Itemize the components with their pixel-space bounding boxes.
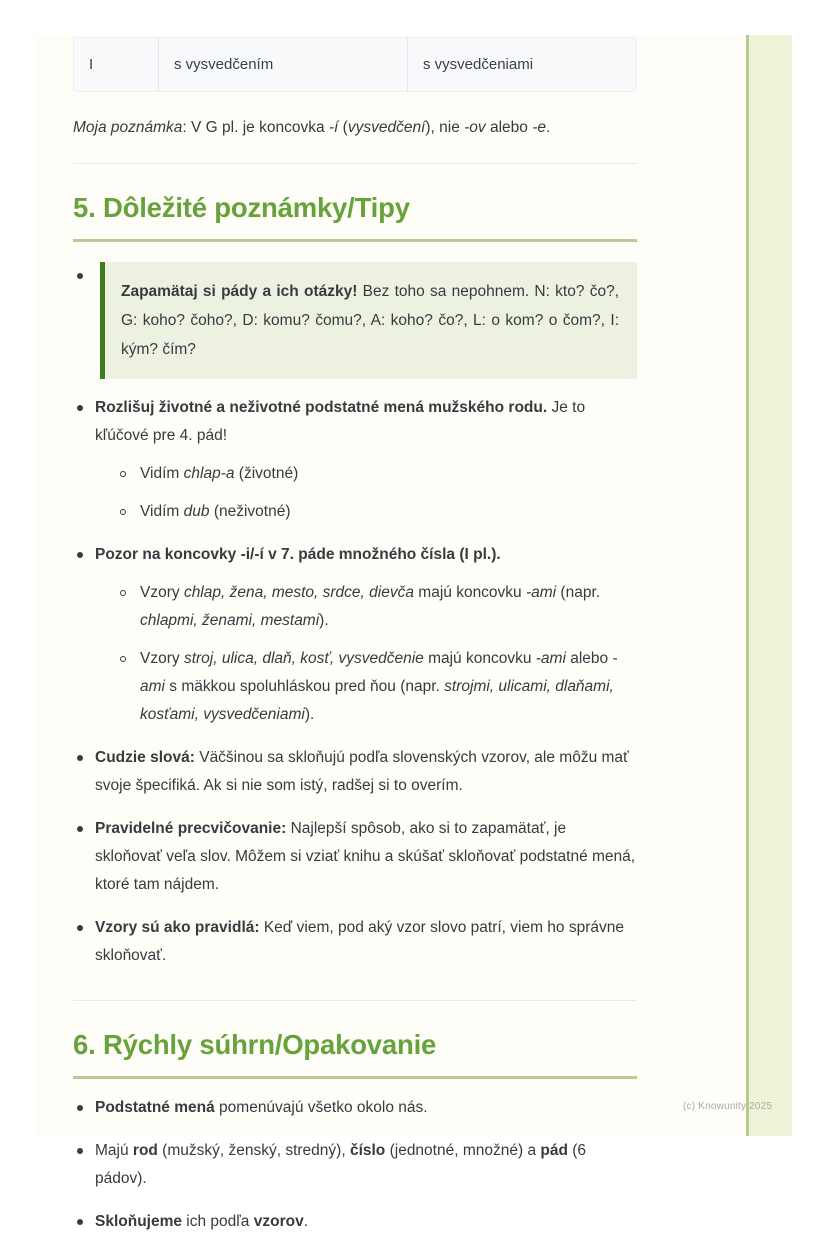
sub-list-item xyxy=(95,579,637,635)
section6-heading: 6. Rýchly súhrn/Opakovanie xyxy=(73,1029,437,1060)
bullet-icon xyxy=(77,405,83,411)
text-segment: ). xyxy=(319,612,329,629)
text-segment: Vidím xyxy=(140,465,184,482)
text-segment: : V G pl. je koncovka xyxy=(182,119,329,136)
section6-list xyxy=(73,1094,637,1236)
section-divider xyxy=(73,1000,637,1001)
list-item xyxy=(73,1094,637,1122)
text-segment: Pozor na koncovky -i/-í v 7. páde množného čísla (I pl.). xyxy=(95,546,501,563)
text-segment: majú koncovku xyxy=(423,650,536,667)
list-item xyxy=(73,1137,637,1193)
list-item-text xyxy=(95,914,637,970)
text-segment: -í xyxy=(328,119,339,136)
text-segment: Podstatné mená xyxy=(95,1099,215,1116)
text-segment: Vidím xyxy=(140,503,184,520)
text-segment: Rozlišuj životné a neživotné podstatné mená mužského rodu. xyxy=(95,399,548,416)
list-item-text xyxy=(95,1094,637,1122)
text-segment: Vzory sú ako pravidlá: xyxy=(95,919,260,936)
list-item-text xyxy=(95,1208,637,1236)
bullet-icon xyxy=(77,755,83,761)
text-segment: alebo xyxy=(485,119,533,136)
text-segment: -e xyxy=(532,119,547,136)
section5-heading-underline xyxy=(73,239,637,242)
text-segment: vysvedčení xyxy=(347,119,426,136)
text-segment: ich podľa xyxy=(182,1213,254,1230)
circle-bullet-icon xyxy=(120,656,126,662)
circle-bullet-icon xyxy=(120,471,126,477)
table-cell-singular: s vysvedčením xyxy=(158,38,407,91)
sub-list-item-text xyxy=(140,498,637,526)
bullet-icon xyxy=(77,273,83,279)
text-segment: -ov xyxy=(464,119,486,136)
sub-list-item-text xyxy=(140,645,637,729)
text-segment: Vzory xyxy=(140,584,184,601)
list-item xyxy=(73,744,637,800)
text-segment: Bez toho sa nepohnem. N: kto? čo?, G: koho? čoho?, D: komu? čomu?, A: koho? čo?, L: o kom? o čom?, I: kým? čím? xyxy=(121,283,619,358)
list-item-text xyxy=(95,815,637,899)
text-segment: alebo - xyxy=(565,650,618,667)
section-divider xyxy=(73,163,637,164)
side-strip-decoration xyxy=(746,35,792,1136)
text-segment: . xyxy=(303,1213,309,1230)
text-segment: pomenúvajú všetko okolo nás. xyxy=(214,1099,428,1116)
text-segment: stroj, ulica, dlaň, kosť, vysvedčenie xyxy=(183,650,424,667)
sub-list-item xyxy=(95,498,637,526)
sub-list-item xyxy=(95,645,637,729)
circle-bullet-icon xyxy=(120,590,126,596)
text-segment: -ami xyxy=(525,584,557,601)
sublist xyxy=(95,460,637,526)
declension-table xyxy=(73,37,637,92)
text-segment: strojmi, ulicami, dlaňami, kosťami, vysvedčeniami xyxy=(140,678,614,723)
watermark: (c) Knowunity 2025 xyxy=(683,1101,773,1112)
bullet-icon xyxy=(77,925,83,931)
section5-list xyxy=(73,262,637,970)
section6-heading-underline xyxy=(73,1076,637,1079)
text-segment: (mužský, ženský, stredný), xyxy=(157,1142,350,1159)
list-item xyxy=(73,914,637,970)
bullet-icon xyxy=(77,1219,83,1225)
list-item-callout xyxy=(73,262,637,379)
text-segment: . xyxy=(546,119,551,136)
text-segment: Moja poznámka xyxy=(73,119,183,136)
text-segment: -ami xyxy=(535,650,566,667)
text-segment: Cudzie slová: xyxy=(95,749,195,766)
text-segment: chlapmi, ženami, mestami xyxy=(140,612,320,629)
text-segment: Pravidelné precvičovanie: xyxy=(95,820,287,837)
text-segment: chlap, žena, mesto, srdce, dievča xyxy=(183,584,414,601)
text-segment: vzorov xyxy=(253,1213,304,1230)
sublist xyxy=(95,579,637,729)
section5-heading: 5. Dôležité poznámky/Tipy xyxy=(73,192,410,223)
text-segment: rod xyxy=(132,1142,158,1159)
sub-list-item xyxy=(95,460,637,488)
text-segment: Je to kľúčové pre 4. pád! xyxy=(95,399,586,444)
notes-page xyxy=(35,35,793,1230)
text-segment: (jednotné, množné) a xyxy=(385,1142,541,1159)
text-segment: ami xyxy=(140,678,165,695)
table-cell-plural: s vysvedčeniami xyxy=(407,38,636,91)
callout-text xyxy=(121,277,619,364)
text-segment: Keď viem, pod aký vzor slovo patrí, viem ho správne skloňovať. xyxy=(95,919,624,964)
text-segment: pád xyxy=(540,1142,568,1159)
text-segment: (6 pádov). xyxy=(95,1142,587,1187)
text-segment: číslo xyxy=(349,1142,386,1159)
list-item xyxy=(73,394,637,526)
list-item xyxy=(73,541,637,729)
bullet-icon xyxy=(77,1148,83,1154)
callout-box xyxy=(100,262,637,379)
bullet-icon xyxy=(77,826,83,832)
text-segment: Najlepší spôsob, ako si to zapamätať, je skloňovať veľa slov. Môžem si vziať knihu a skúšať skloňovať podstatné mená, ktoré tam nájdem. xyxy=(95,820,636,893)
personal-note xyxy=(73,117,637,139)
text-segment: ( xyxy=(338,119,348,136)
sub-list-item-text xyxy=(140,460,637,488)
list-item-text xyxy=(95,744,637,800)
page-content xyxy=(73,35,637,1236)
list-item-text xyxy=(95,541,637,569)
list-item-text xyxy=(95,1137,637,1193)
list-item xyxy=(73,1208,637,1236)
text-segment: (životné) xyxy=(234,465,299,482)
text-segment: (neživotné) xyxy=(209,503,291,520)
table-cell-case: I xyxy=(89,56,94,73)
text-segment: ), nie xyxy=(425,119,465,136)
text-segment: Zapamätaj si pády a ich otázky! xyxy=(121,283,358,300)
list-item-text xyxy=(95,394,637,450)
text-segment: s mäkkou spoluhláskou pred ňou (napr. xyxy=(164,678,445,695)
text-segment: dub xyxy=(183,503,210,520)
text-segment: ). xyxy=(304,706,315,723)
text-segment: (napr. xyxy=(556,584,601,601)
text-segment: Vzory xyxy=(140,650,184,667)
text-segment: chlap-a xyxy=(183,465,235,482)
circle-bullet-icon xyxy=(120,509,126,515)
list-item xyxy=(73,815,637,899)
sub-list-item-text xyxy=(140,579,637,635)
text-segment: Skloňujeme xyxy=(95,1213,182,1230)
text-segment: Väčšinou sa skloňujú podľa slovenských vzorov, ale môžu mať svoje špecifiká. Ak si nie som istý, radšej si to overím. xyxy=(95,749,629,794)
text-segment: Majú xyxy=(95,1142,133,1159)
text-segment: majú koncovku xyxy=(413,584,526,601)
bullet-icon xyxy=(77,1105,83,1111)
bullet-icon xyxy=(77,552,83,558)
